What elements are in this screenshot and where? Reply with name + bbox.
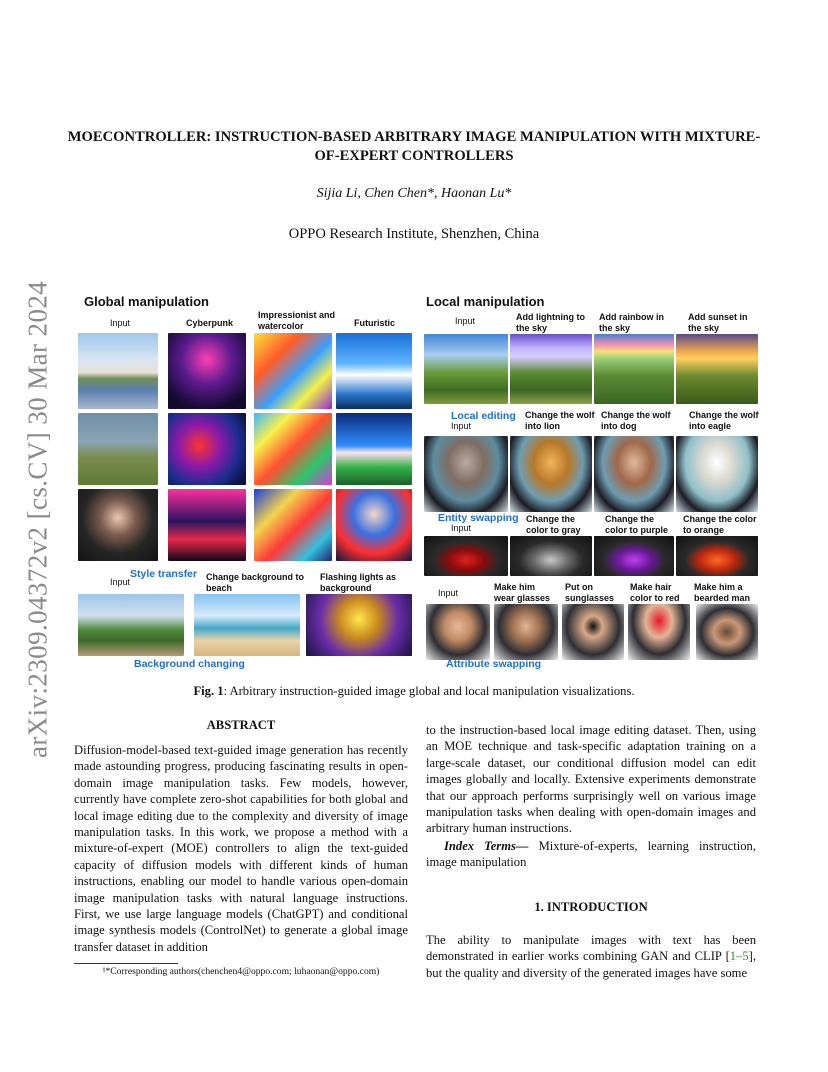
background-changing-label: Background changing (134, 658, 245, 670)
lion-output-image (510, 436, 592, 512)
landscape-sunset-image (676, 334, 758, 404)
local-header-sunset: Add sunset in the sky (688, 312, 748, 333)
car-header-purple: Change the color to purple (605, 514, 668, 535)
paper-title: MOECONTROLLER: INSTRUCTION-BASED ARBITRARY IMAGE MANIPULATION WITH MIXTURE-OF-EXPERT CONTROLLERS (67, 129, 761, 164)
index-terms-label: Index Terms— (444, 839, 529, 853)
entity-header-lion: Change the wolf into lion (525, 410, 595, 431)
bg-header-input: Input (110, 577, 131, 587)
intro-text-before: The ability to manipulate images with text has been demonstrated in earlier works combining GAN and CLIP [ (426, 933, 756, 964)
dino-input-image (78, 413, 158, 485)
car-header-input: Input (451, 523, 472, 533)
local-header-input: Input (455, 316, 476, 326)
dog-output-image (594, 436, 674, 512)
local-header-lightning: Add lightning to the sky (516, 312, 585, 333)
woman-impressionist-image (254, 489, 332, 561)
global-header-cyberpunk: Cyberpunk (186, 318, 234, 328)
dino-futuristic-image (336, 413, 412, 485)
car-input-image (424, 536, 508, 576)
man-sunglasses-image (562, 604, 624, 660)
caption-text: : Arbitrary instruction-guided image global and local manipulation visualizations. (223, 684, 635, 698)
paper-authors: Sijia Li, Chen Chen*, Haonan Lu* (316, 186, 512, 201)
taj-cyberpunk-image (168, 333, 246, 409)
figure-caption (60, 684, 768, 699)
index-terms-text: Mixture-of-experts, learning instruction, image manipulation (426, 839, 756, 870)
taj-impressionist-image (254, 333, 332, 409)
local-panel-title: Local manipulation (426, 294, 545, 309)
eagle-output-image (676, 436, 758, 512)
entity-swapping-label: Entity swapping (438, 512, 519, 524)
dino-cyberpunk-image (168, 413, 246, 485)
local-editing-label: Local editing (451, 410, 516, 422)
attr-header-glasses: Make him wear glasses (494, 582, 551, 603)
footnote-rule (74, 963, 178, 964)
taj-futuristic-image (336, 333, 412, 409)
car-orange-image (676, 536, 758, 576)
bg-beach-image (194, 594, 300, 656)
abstract-continued: to the instruction-based local image editing dataset. Then, using an MOE technique and task-specific adaptation training on a large-scale dataset, our conditional diffusion model can edit images globally and locally. Extensive experiments demonstrate that our approach performs surprisingly well on various image manipulation tasks when dealing with open-domain images and arbitrary human instructions. (426, 723, 756, 836)
local-header-rainbow: Add rainbow in the sky (599, 312, 664, 333)
intro-text (426, 932, 756, 981)
global-header-impressionist: Impressionist and watercolor (258, 310, 336, 331)
bg-flashing-image (306, 594, 412, 656)
bg-input-image (78, 594, 184, 656)
footnote: ¹*Corresponding authors(chenchen4@oppo.com; luhaonan@oppo.com) (102, 966, 380, 977)
car-purple-image (594, 536, 674, 576)
man-glasses-image (494, 604, 558, 660)
taj-input-image (78, 333, 158, 409)
abstract-text: Diffusion-model-based text-guided image generation has recently made astounding progress, producing fascinating results in open-domain image manipulation tasks. Few models, however, currently have complete zero-shot capabilities for both global and local image editing due to the complexity and diversity of image manipulation tasks. In this work, we propose a method with a mixture-of-expert (MOE) controllers to align the text-guided capacity of diffusion models with different kinds of human instructions, enabling our model to handle various open-domain image manipulation tasks with natural language instructions. First, we use large language models (ChatGPT) and conditional image synthesis models (ControlNet) to generate a global image transfer dataset in addition (74, 743, 408, 954)
attr-header-input: Input (438, 588, 459, 598)
paper-affiliation: OPPO Research Institute, Shenzhen, China (288, 226, 540, 242)
style-transfer-label: Style transfer (130, 568, 198, 580)
attr-header-beard: Make him a bearded man (694, 582, 751, 603)
figure-1 (74, 292, 760, 672)
entity-header-eagle: Change the wolf into eagle (689, 410, 759, 431)
arxiv-identifier: arXiv:2309.04372v2 [cs.CV] 30 Mar 2024 (22, 280, 53, 758)
bg-header-flashing: Flashing lights as background (320, 572, 397, 593)
dino-impressionist-image (254, 413, 332, 485)
woman-input-image (78, 489, 158, 561)
global-panel-title: Global manipulation (84, 294, 209, 309)
intro-citation[interactable]: 1–5 (729, 949, 749, 964)
entity-header-dog: Change the wolf into dog (601, 410, 671, 431)
man-beard-image (696, 604, 758, 660)
attr-header-sunglasses: Put on sunglasses (565, 582, 615, 603)
global-header-input: Input (110, 318, 131, 328)
car-header-gray: Change the color to gray (526, 514, 581, 535)
landscape-rainbow-image (594, 334, 674, 404)
car-header-orange: Change the color to orange (683, 514, 757, 535)
abstract-heading: ABSTRACT (206, 718, 276, 732)
attribute-swapping-label: Attribute swapping (446, 658, 542, 670)
woman-cyberpunk-image (168, 489, 246, 561)
global-header-futuristic: Futuristic (354, 318, 396, 328)
wolf-input-image (424, 436, 508, 512)
woman-futuristic-image (336, 489, 412, 561)
intro-heading: 1. INTRODUCTION (534, 900, 648, 914)
landscape-lightning-image (510, 334, 592, 404)
entity-header-input: Input (451, 421, 472, 431)
car-gray-image (510, 536, 592, 576)
attr-header-red-hair: Make hair color to red (630, 582, 680, 603)
index-terms (426, 838, 756, 871)
man-input-image (426, 604, 490, 660)
intro-text-after: ], but the quality and diversity of the generated images have some (426, 949, 756, 980)
man-red-hair-image (628, 604, 690, 660)
bg-header-beach: Change background to beach (206, 572, 305, 593)
caption-label: Fig. 1 (193, 684, 224, 698)
landscape-input-image (424, 334, 508, 404)
